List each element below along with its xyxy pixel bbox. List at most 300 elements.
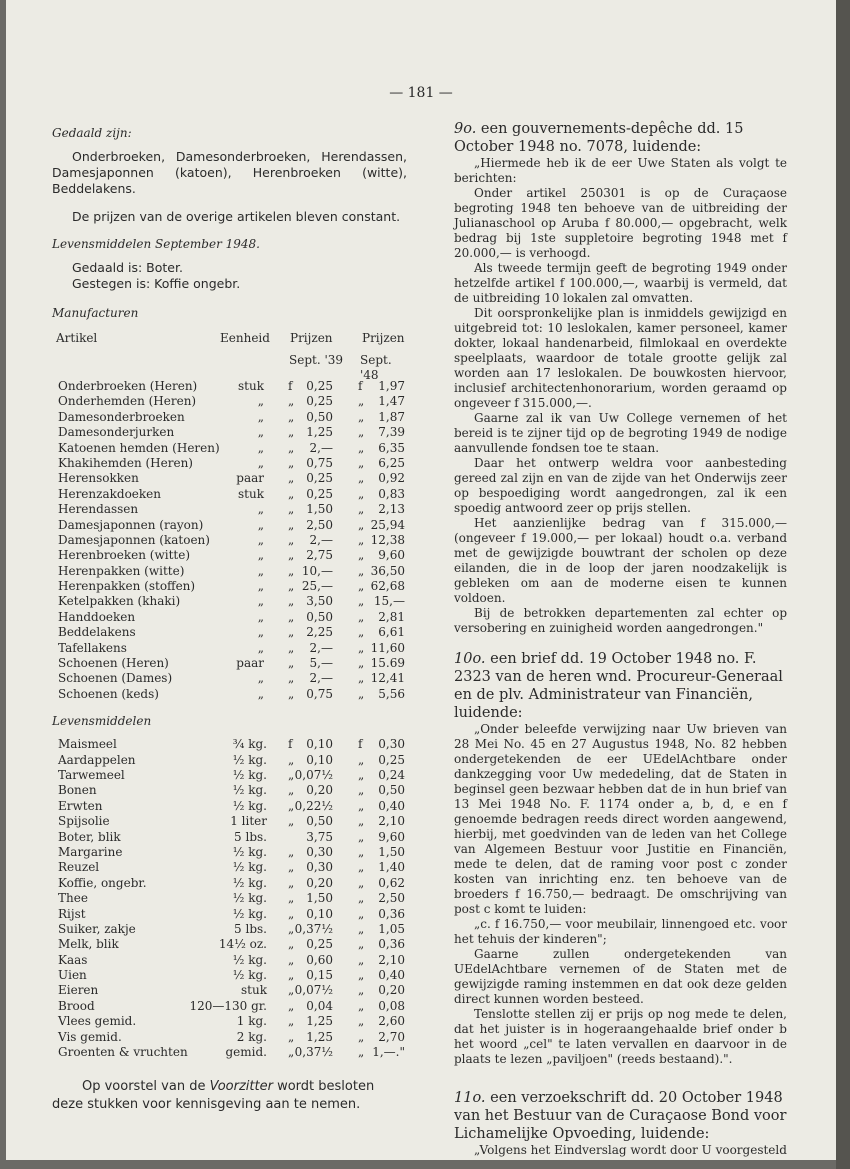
price-1939: 2,25 [306, 625, 333, 640]
price-1939: 5,— [309, 656, 333, 671]
price-1948: 7,39 [378, 425, 405, 440]
unit: „ [257, 517, 264, 532]
price-1948: 2,13 [378, 502, 405, 517]
item-name: Herensokken [58, 471, 139, 486]
item-name: Aardappelen [58, 752, 136, 767]
item-name: Koffie, ongebr. [58, 875, 147, 890]
s11-paragraph: „Volgens het Eindverslag wordt door U voorgesteld [474, 1143, 787, 1157]
currency-1948: „ [358, 486, 365, 501]
price-1939: 1,25 [306, 1014, 333, 1029]
levensmiddelen-sept-heading: Levensmiddelen September 1948. [52, 237, 260, 251]
currency-1948: f [358, 737, 363, 752]
currency-1948: „ [358, 952, 365, 967]
price-1948: 15,— [373, 594, 405, 609]
table-row [52, 860, 407, 875]
table-row [52, 937, 407, 952]
table-row [52, 518, 407, 533]
unit: 5 lbs. [234, 921, 267, 936]
paragraph: Gaarne zullen ondergetekenden van UEdelAchtbare vernemen of de Staten met de gewijzigde raming instemmen en dat ook deze gelden direct kunnen worden besteed. [454, 947, 787, 1006]
price-1939: 0,10 [306, 737, 333, 752]
table-row [52, 410, 407, 425]
price-1948: 0,83 [378, 486, 405, 501]
currency-1939: „ [288, 502, 295, 517]
price-1939: 0,30 [306, 844, 333, 859]
currency-1948: „ [358, 656, 365, 671]
currency-1939: „ [288, 814, 295, 829]
currency-1939: „ [288, 844, 295, 859]
price-1939: 25,— [301, 579, 333, 594]
currency-1948: „ [358, 609, 365, 624]
manufacturen-table [52, 379, 407, 702]
table-row [52, 768, 407, 783]
price-1948: 1,87 [378, 409, 405, 424]
currency-1939: „ [288, 563, 295, 578]
price-1948: 0,20 [378, 983, 405, 998]
price-1948: 2,10 [378, 952, 405, 967]
table-row [52, 687, 407, 702]
s11-title: een verzoekschrift dd. 20 October 1948 van het Bestuur van de Curaçaose Bond voor Lichamelijke Opvoeding, luidende: [454, 1090, 787, 1142]
item-name: Melk, blik [58, 937, 119, 952]
table-row [52, 425, 407, 440]
price-1948: 1,47 [378, 394, 405, 409]
item-name: Vis gemid. [58, 1029, 122, 1044]
item-name: Vlees gemid. [58, 1014, 137, 1029]
item-name: Schoenen (Dames) [58, 671, 173, 686]
item-name: Margarine [58, 844, 123, 859]
price-1948: 0,40 [378, 968, 405, 983]
item-name: Kaas [58, 952, 88, 967]
scan-edge [836, 0, 850, 1169]
unit: ½ kg. [232, 891, 267, 906]
s9-heading [454, 120, 787, 156]
unit: ½ kg. [232, 906, 267, 921]
price-1948: 2,50 [378, 891, 405, 906]
currency-1948: „ [358, 875, 365, 890]
currency-1939: „ [288, 609, 295, 624]
paragraph: „Hiermede heb ik de eer Uwe Staten als volgt te berichten: [454, 156, 787, 185]
price-1939: 2,75 [306, 548, 333, 563]
paragraph: „c. f 16.750,— voor meubilair, linnengoed etc. voor het tehuis der kinderen"; [454, 917, 787, 946]
s9-title: een gouvernements-depêche dd. 15 October 1948 no. 7078, luidende: [454, 121, 744, 155]
unit: 5 lbs. [234, 829, 267, 844]
unit: 2 kg. [236, 1029, 267, 1044]
currency-1948: „ [358, 502, 365, 517]
item-name: Handdoeken [58, 609, 136, 624]
price-1939: 1,25 [306, 425, 333, 440]
price-1948: 12,38 [370, 532, 405, 547]
currency-1948: „ [358, 921, 365, 936]
price-1939: 0,75 [306, 455, 333, 470]
table-row [52, 968, 407, 983]
currency-1939: „ [288, 548, 295, 563]
table-row [52, 548, 407, 563]
table-row [52, 471, 407, 486]
table-row [52, 564, 407, 579]
price-1939: 3,50 [306, 594, 333, 609]
currency-1948: „ [358, 860, 365, 875]
currency-1948: „ [358, 409, 365, 424]
currency-1939: „ [288, 1029, 295, 1044]
unit: ½ kg. [232, 783, 267, 798]
unit: 120—130 gr. [189, 998, 267, 1013]
currency-1939: „ [288, 640, 295, 655]
price-1939: 0,10 [306, 752, 333, 767]
page-number: — 181 — [389, 85, 453, 101]
table-row [52, 845, 407, 860]
price-1948: 2,10 [378, 814, 405, 829]
table-row [52, 876, 407, 891]
price-1948: 9,60 [378, 829, 405, 844]
unit: „ [257, 609, 264, 624]
levensmiddelen-table [52, 737, 407, 1060]
s9-body [454, 156, 787, 636]
col-sept39: Sept. '39 [289, 353, 344, 367]
price-1939: 0,75 [306, 686, 333, 701]
currency-1948: „ [358, 829, 365, 844]
price-1948: 0,36 [378, 906, 405, 921]
price-1948: 11,60 [370, 640, 405, 655]
currency-1948: „ [358, 1045, 365, 1060]
price-1939: 0,25 [306, 486, 333, 501]
currency-1939: „ [288, 937, 295, 952]
paragraph: Onder artikel 250301 is op de Curaçaose begroting 1948 ten behoeve van de uitbreiding der Julianaschool op Aruba f 80.000,— opgebracht, welk bedrag bij 1ste suppletoire begroting 1948 met f 20.000,— is verhoogd. [454, 186, 787, 260]
unit: 14½ oz. [218, 937, 267, 952]
price-1948: 0,30 [378, 737, 405, 752]
col-eenheid: Eenheid [220, 331, 270, 345]
unit: ¾ kg. [232, 737, 267, 752]
price-1948: 36,50 [370, 563, 405, 578]
unit: ½ kg. [232, 875, 267, 890]
price-1948: 1,50 [378, 844, 405, 859]
item-name: Onderbroeken (Heren) [58, 379, 198, 393]
currency-1948: „ [358, 394, 365, 409]
price-1948: 6,25 [378, 455, 405, 470]
table-header [52, 331, 407, 347]
gestegen-koffie: Gestegen is: Koffie ongebr. [72, 276, 241, 291]
currency-1948: „ [358, 998, 365, 1013]
currency-1939: „ [288, 471, 295, 486]
unit: „ [257, 502, 264, 517]
s11-number: 11o. [454, 1090, 486, 1106]
price-1948: 0,08 [378, 998, 405, 1013]
item-name: Uien [58, 968, 87, 983]
table-row [52, 502, 407, 517]
price-1939: 0,20 [306, 875, 333, 890]
currency-1948: „ [358, 671, 365, 686]
table-row [52, 579, 407, 594]
table-row [52, 953, 407, 968]
price-1948: 1,97 [378, 379, 405, 393]
table-row [52, 1014, 407, 1029]
price-1948: 0,36 [378, 937, 405, 952]
unit: ½ kg. [232, 844, 267, 859]
prijzen-constant: De prijzen van de overige artikelen bleven constant. [72, 209, 401, 224]
unit: 1 liter [230, 814, 267, 829]
currency-1939: „ [288, 921, 295, 936]
currency-1939: „ [288, 983, 295, 998]
price-1939: 2,— [309, 532, 333, 547]
currency-1939: „ [288, 686, 295, 701]
s10-title: een brief dd. 19 October 1948 no. F. 2323 van de heren wnd. Procureur-Generaal en de plv. Administrateur van Financiën, luidende: [454, 651, 783, 721]
currency-1939: „ [288, 783, 295, 798]
table-row [52, 656, 407, 671]
item-name: Suiker, zakje [58, 921, 136, 936]
voorstel-part-1: Op voorstel van de [82, 1079, 210, 1095]
currency-1939: „ [288, 579, 295, 594]
table-row [52, 783, 407, 798]
s10-number: 10o. [454, 651, 486, 667]
item-name: Reuzel [58, 860, 100, 875]
item-name: Schoenen (keds) [58, 686, 159, 701]
price-1948: 62,68 [370, 579, 405, 594]
item-name: Spijsolie [58, 814, 110, 829]
col-prijzen-2: Prijzen [362, 331, 405, 345]
table-row [52, 814, 407, 829]
table-row [52, 983, 407, 998]
paragraph: Het aanzienlijke bedrag van f 315.000,— (ongeveer f 19.000,— per lokaal) houdt o.a. verband met de gewijzigde bouwtrant der scholen op deze eilanden, die in de loop der jaren noodzakelijk is gebleken om aan de moderne eisen te kunnen voldoen. [454, 516, 787, 605]
unit: „ [257, 425, 264, 440]
price-1939: 2,— [309, 671, 333, 686]
currency-1948: „ [358, 548, 365, 563]
item-name: Boter, blik [58, 829, 121, 844]
price-1939: 2,— [309, 640, 333, 655]
price-1939: 2,50 [306, 517, 333, 532]
price-1939: 1,50 [306, 502, 333, 517]
table-row [52, 456, 407, 471]
currency-1948: „ [358, 517, 365, 532]
unit: 1 kg. [236, 1014, 267, 1029]
table-row [52, 594, 407, 609]
price-1948: 9,60 [378, 548, 405, 563]
paragraph: Daar het ontwerp weldra voor aanbesteding gereed zal zijn en van de zijde van het Onderwijs zeer op bespoediging wordt aangedrongen, zal ik een spoedig antwoord zeer op prijs stellen. [454, 456, 787, 515]
item-name: Herenbroeken (witte) [58, 548, 191, 563]
s10-heading [454, 650, 787, 722]
table-row [52, 891, 407, 906]
unit: „ [257, 594, 264, 609]
currency-1948: „ [358, 968, 365, 983]
voorstel-text [52, 1078, 407, 1114]
currency-1939: „ [288, 517, 295, 532]
currency-1939: „ [288, 394, 295, 409]
table-row [52, 1030, 407, 1045]
col-sept48: Sept. '48 [360, 353, 392, 382]
currency-1948: „ [358, 455, 365, 470]
unit: stuk [238, 379, 264, 393]
currency-1948: „ [358, 767, 365, 782]
price-1939: 0,15 [306, 968, 333, 983]
voorstel-part-2: wordt besloten deze stukken voor kennisgeving aan te nemen. [52, 1079, 375, 1113]
item-name: Herendassen [58, 502, 139, 517]
levensmiddelen-heading: Levensmiddelen [52, 714, 152, 729]
table-row [52, 1045, 407, 1060]
unit: „ [257, 579, 264, 594]
table-row [52, 441, 407, 456]
table-row [52, 625, 407, 640]
unit: ½ kg. [232, 860, 267, 875]
gedaald-text: Onderbroeken, Damesonderbroeken, Herendassen, Damesjaponnen (katoen), Herenbroeken (witte), Beddelakens. [52, 149, 407, 196]
currency-1939: „ [288, 1014, 295, 1029]
item-name: Herenzakdoeken [58, 486, 161, 501]
price-1939: 0,37½ [294, 1045, 333, 1060]
currency-1939: „ [288, 532, 295, 547]
currency-1939: „ [288, 906, 295, 921]
price-1948: 0,92 [378, 471, 405, 486]
price-1939: 0,50 [306, 409, 333, 424]
price-1948: 0,25 [378, 752, 405, 767]
currency-1948: „ [358, 594, 365, 609]
currency-1939: „ [288, 486, 295, 501]
s10-body [454, 722, 787, 1067]
currency-1948: „ [358, 983, 365, 998]
item-name: Beddelakens [58, 625, 136, 640]
currency-1948: „ [358, 1014, 365, 1029]
price-1939: 0,20 [306, 783, 333, 798]
col-artikel: Artikel [56, 331, 98, 345]
currency-1948: „ [358, 906, 365, 921]
item-name: Tafellakens [58, 640, 127, 655]
price-1939: 0,50 [306, 609, 333, 624]
table-row [52, 999, 407, 1014]
table-row [52, 737, 407, 752]
item-name: Brood [58, 998, 95, 1013]
item-name: Onderhemden (Heren) [58, 394, 197, 409]
currency-1948: „ [358, 1029, 365, 1044]
currency-1939: „ [288, 875, 295, 890]
item-name: Damesonderbroeken [58, 409, 185, 424]
currency-1939: „ [288, 767, 295, 782]
currency-1948: „ [358, 640, 365, 655]
table-row [52, 379, 407, 394]
table-row [52, 394, 407, 409]
voorstel-voorzitter: Voorzitter [209, 1079, 273, 1095]
price-1948: 6,61 [378, 625, 405, 640]
currency-1939: „ [288, 594, 295, 609]
unit: gemid. [225, 1045, 267, 1060]
price-1939: 0,25 [306, 937, 333, 952]
unit: „ [257, 625, 264, 640]
unit: „ [257, 563, 264, 578]
item-name: Maismeel [58, 737, 117, 752]
paragraph: Als tweede termijn geeft de begroting 1949 onder hetzelfde artikel f 100.000,—, waarbij is vermeld, dat de uitbreiding 10 lokalen zal omvatten. [454, 261, 787, 305]
currency-1939: „ [288, 425, 295, 440]
currency-1939: „ [288, 798, 295, 813]
price-1939: 0,25 [306, 394, 333, 409]
currency-1948: „ [358, 783, 365, 798]
currency-1939: „ [288, 440, 295, 455]
price-1948: 6,35 [378, 440, 405, 455]
price-1939: 0,37½ [294, 921, 333, 936]
price-1948: 2,81 [378, 609, 405, 624]
currency-1948: „ [358, 844, 365, 859]
unit: „ [257, 671, 264, 686]
currency-1939: „ [288, 860, 295, 875]
currency-1948: „ [358, 471, 365, 486]
right-column [454, 120, 787, 1158]
gedaald-heading: Gedaald zijn: [52, 126, 132, 140]
unit: ½ kg. [232, 752, 267, 767]
price-1948: 15.69 [370, 656, 405, 671]
table-row [52, 907, 407, 922]
unit: „ [257, 548, 264, 563]
price-1939: 3,75 [306, 829, 333, 844]
price-1939: 0,07½ [294, 983, 333, 998]
table-row [52, 830, 407, 845]
table-row [52, 799, 407, 814]
price-1939: 0,07½ [294, 767, 333, 782]
price-1948: 0,40 [378, 798, 405, 813]
currency-1939: „ [288, 952, 295, 967]
price-1948: 2,60 [378, 1014, 405, 1029]
currency-1939: „ [288, 891, 295, 906]
price-1939: 2,— [309, 440, 333, 455]
item-name: Bonen [58, 783, 97, 798]
item-name: Herenpakken (witte) [58, 563, 185, 578]
item-name: Groenten & vruchten [58, 1045, 188, 1060]
currency-1948: „ [358, 563, 365, 578]
currency-1948: „ [358, 440, 365, 455]
price-1939: 1,50 [306, 891, 333, 906]
currency-1948: „ [358, 625, 365, 640]
currency-1948: „ [358, 814, 365, 829]
table-subheader [52, 353, 407, 382]
currency-1948: „ [358, 798, 365, 813]
s9-number: 9o. [454, 121, 477, 137]
unit: ½ kg. [232, 952, 267, 967]
currency-1939: „ [288, 409, 295, 424]
currency-1939: „ [288, 625, 295, 640]
unit: „ [257, 394, 264, 409]
price-1948: 1,05 [378, 921, 405, 936]
price-1939: 0,30 [306, 860, 333, 875]
s11-heading [454, 1089, 787, 1143]
currency-1939: „ [288, 998, 295, 1013]
price-1939: 10,— [301, 563, 333, 578]
currency-1939: „ [288, 752, 295, 767]
price-1939: 0,25 [306, 379, 333, 393]
paragraph: Tenslotte stellen zij er prijs op nog mede te delen, dat het juister is in hogeraangehaalde brief onder b het woord „cel" te laten vervallen en daarvoor in de plaats te lezen „paviljoen" (reeds bestaand).". [454, 1007, 787, 1066]
item-name: Thee [58, 891, 88, 906]
price-1948: 1,—." [372, 1045, 405, 1060]
unit: „ [257, 532, 264, 547]
unit: ½ kg. [232, 798, 267, 813]
item-name: Schoenen (Heren) [58, 656, 169, 671]
unit: „ [257, 640, 264, 655]
price-1948: 0,24 [378, 767, 405, 782]
item-name: Rijst [58, 906, 86, 921]
table-row [52, 487, 407, 502]
left-column [52, 120, 407, 1114]
unit: ½ kg. [232, 767, 267, 782]
currency-1939: „ [288, 671, 295, 686]
paragraph: Gaarne zal ik van Uw College vernemen of het bereid is te zijner tijd op de begroting 1949 de nodige aanvullende fondsen toe te staan. [454, 411, 787, 455]
unit: stuk [241, 983, 267, 998]
table-row [52, 671, 407, 686]
price-1939: 1,25 [306, 1029, 333, 1044]
currency-1948: „ [358, 752, 365, 767]
price-1939: 0,10 [306, 906, 333, 921]
currency-1939: „ [288, 455, 295, 470]
item-name: Herenpakken (stoffen) [58, 579, 196, 594]
paragraph: Dit oorspronkelijke plan is inmiddels gewijzigd en uitgebreid tot: 10 leslokalen, kamer personeel, kamer dokter, lokaal handenarbeid, filmlokaal en overdekte speelplaats, waardoor de totale grootte gelijk zal worden aan 17 leslokalen. De bouwkosten hiervoor, inclusief architectenhonorarium, worden geraamd op ongeveer f 315.000,—. [454, 306, 787, 410]
price-1948: 25,94 [370, 517, 405, 532]
price-1948: 2,70 [378, 1029, 405, 1044]
unit: „ [257, 440, 264, 455]
price-1939: 0,22½ [294, 798, 333, 813]
currency-1948: „ [358, 891, 365, 906]
item-name: Damesjaponnen (rayon) [58, 517, 204, 532]
unit: stuk [238, 486, 264, 501]
currency-1939: f [288, 737, 293, 752]
